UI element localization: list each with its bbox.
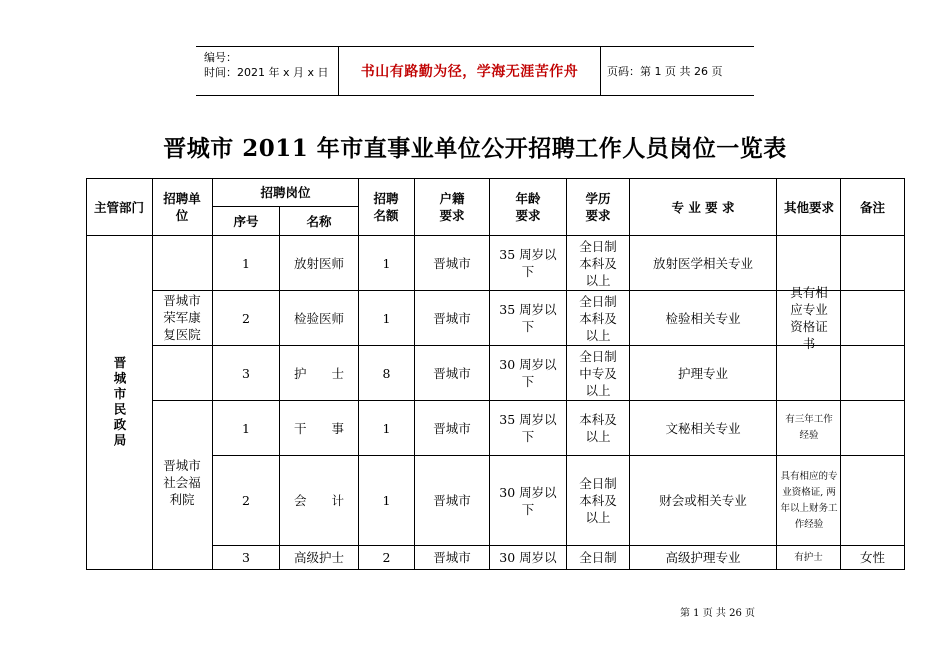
row-note: 女性 [859, 550, 885, 565]
row-name: 高级护士 [293, 550, 344, 565]
motto-text: 书山有路勤为径，学海无涯苦作舟 [360, 64, 579, 80]
row-edu: 全日制本科及以上 [579, 476, 617, 525]
row-name: 放射医师 [293, 255, 344, 271]
row-major: 财会或相关专业 [659, 493, 747, 508]
row-note [841, 346, 904, 400]
row-major: 高级护理专业 [665, 550, 741, 565]
header-age: 年龄要求 [515, 191, 541, 223]
document-time: 时间：2021 年 x 月 x 日 [204, 66, 329, 79]
row-hukou: 晋城市 [433, 550, 471, 565]
header-other: 其他要求 [784, 199, 835, 215]
row-note [841, 291, 904, 345]
header-seq: 序号 [233, 213, 259, 229]
row-seq: 2 [242, 493, 250, 508]
row-seq: 2 [242, 310, 250, 326]
row-seq: 1 [242, 255, 250, 271]
row-hukou: 晋城市 [433, 493, 471, 508]
row-note [841, 236, 904, 290]
row-age: 30 周岁以 [499, 550, 557, 565]
header-edu: 学历要求 [585, 191, 611, 223]
row-major: 检验相关专业 [665, 310, 741, 326]
dept-cell: 晋城市民政局 [112, 356, 127, 449]
row-edu: 全日制本科及以上 [579, 238, 617, 288]
row-other: 有护士 [794, 551, 823, 563]
row-major: 放射医学相关专业 [652, 255, 753, 271]
row-seq: 1 [242, 420, 250, 436]
row-name: 会 计 [293, 493, 344, 508]
row-edu: 本科及以上 [579, 412, 617, 444]
header-note: 备注 [859, 199, 885, 215]
row-major: 护理专业 [677, 365, 728, 381]
header-unit: 招聘单位 [163, 191, 201, 223]
row-other: 有三年工作经验 [785, 414, 833, 441]
row-seq: 3 [242, 365, 250, 381]
row-quota: 1 [382, 493, 391, 508]
row-quota: 8 [382, 365, 391, 381]
row-edu: 全日制中专及以上 [579, 348, 617, 398]
other-merged-cell: 具有相应专业资格证书 [790, 284, 828, 351]
page-title: 晋城市 2011 年市直事业单位公开招聘工作人员岗位一览表 [163, 135, 787, 162]
row-age: 35 周岁以下 [499, 247, 557, 279]
row-note [841, 401, 904, 455]
unit-cell: 晋城市社会福利院 [163, 458, 201, 507]
row-note [841, 456, 904, 545]
row-quota: 1 [382, 420, 391, 436]
header-major: 专 业 要 求 [671, 199, 735, 215]
row-hukou: 晋城市 [433, 420, 471, 436]
unit-cell: 晋城市荣军康复医院 [163, 293, 201, 342]
header-quota: 招聘名额 [373, 191, 399, 223]
row-hukou: 晋城市 [433, 365, 471, 381]
row-hukou: 晋城市 [433, 255, 471, 271]
row-name: 护 士 [293, 365, 344, 381]
row-age: 35 周岁以下 [499, 412, 557, 444]
row-edu: 全日制本科及以上 [579, 293, 617, 343]
header-dept: 主管部门 [93, 199, 144, 215]
row-name: 检验医师 [293, 310, 344, 326]
row-hukou: 晋城市 [433, 310, 471, 326]
document-number: 编号： [204, 51, 237, 64]
row-seq: 3 [242, 550, 250, 565]
row-quota: 1 [382, 255, 391, 271]
header-hukou: 户籍要求 [439, 191, 465, 223]
row-age: 35 周岁以下 [499, 302, 557, 334]
row-age: 30 周岁以下 [499, 357, 557, 389]
row-major: 文秘相关专业 [665, 420, 741, 436]
row-edu: 全日制 [579, 550, 617, 565]
page-footer: 第 1 页 共 26 页 [680, 608, 755, 619]
row-other: 具有相应的专业资格证, 两年以上财务工作经验 [780, 470, 838, 530]
row-age: 30 周岁以下 [499, 484, 557, 517]
header-post: 招聘岗位 [260, 185, 311, 200]
row-quota: 2 [382, 550, 391, 565]
row-name: 干 事 [293, 420, 344, 436]
row-quota: 1 [382, 310, 391, 326]
header-name: 名称 [306, 213, 332, 229]
header-page-number: 页码：第 1 页 共 26 页 [607, 64, 723, 78]
